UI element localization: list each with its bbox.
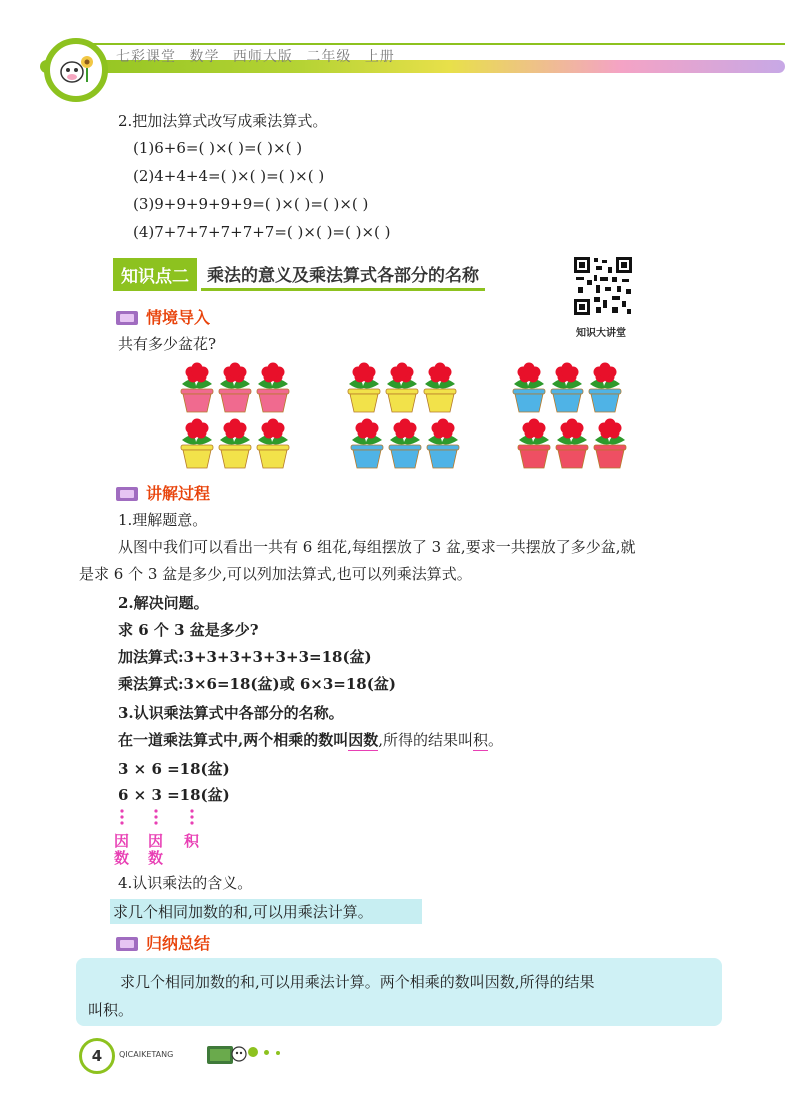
footer-dot	[276, 1051, 280, 1055]
flower-pot	[518, 419, 550, 469]
mascot-footer-icon	[205, 1040, 249, 1068]
term-product: 积	[473, 731, 489, 749]
flower-pot	[556, 419, 588, 469]
edition: 西师大版	[232, 49, 293, 65]
exercise-item: (4)7+7+7+7+7+7=( )×( )=( )×( )	[133, 223, 391, 241]
step-title: 1.理解题意。	[118, 511, 208, 529]
step-text: 求几个相同加数的和,可以用乘法计算。	[113, 903, 373, 921]
step-title: 3.认识乘法算式中各部分的名称。	[118, 704, 344, 722]
knowledge-point-header	[113, 258, 485, 288]
knowledge-point-title: 乘法的意义及乘法算式各部分的名称	[201, 258, 485, 291]
summary-heading-label: 归纳总结	[146, 934, 211, 953]
header-title	[116, 46, 403, 66]
step-text	[118, 730, 503, 750]
flower-pot	[513, 363, 545, 413]
knowledge-point-tag: 知识点二	[113, 258, 197, 291]
flower-pot	[257, 363, 289, 413]
intro-heading	[116, 305, 210, 328]
flower-pot	[219, 419, 251, 469]
summary-heading	[116, 931, 210, 954]
mascot-logo	[44, 38, 108, 102]
summary-text: 求几个相同加数的和,可以用乘法计算。两个相乘的数叫因数,所得的结果	[120, 973, 595, 991]
label-product: 积	[184, 832, 200, 850]
qr-label: 知识大讲堂	[576, 328, 626, 339]
flower-pot	[594, 419, 626, 469]
exercise-title: 2.把加法算式改写成乘法算式。	[118, 112, 328, 130]
folder-icon	[116, 937, 138, 951]
folder-icon	[116, 487, 138, 501]
text-segment: 在一道乘法算式中,两个相乘的数叫	[118, 731, 349, 749]
series-name: 七彩课堂	[116, 49, 176, 65]
equation-example: 3 × 6 =18(盆)	[118, 760, 230, 778]
multiplication-equation: 乘法算式:3×6=18(盆)或 6×3=18(盆)	[118, 675, 396, 693]
flower-pot	[181, 363, 213, 413]
flower-pots-illustration	[170, 356, 630, 476]
intro-question: 共有多少盆花?	[118, 335, 217, 353]
exercise-item: (1)6+6=( )×( )=( )×( )	[133, 139, 303, 157]
footer-brand: QICAIKETANG	[119, 1050, 174, 1059]
qr-code-icon[interactable]	[572, 255, 634, 317]
label-factor: 数	[114, 849, 130, 867]
intro-heading-label: 情境导入	[146, 308, 211, 327]
equation-example: 6 × 3 =18(盆)	[118, 786, 230, 804]
grade: 二年级	[306, 49, 352, 65]
label-factor: 因	[148, 832, 164, 850]
flower-pot	[257, 419, 289, 469]
step-question: 求 6 个 3 盆是多少?	[118, 621, 259, 639]
page-number: 4	[79, 1038, 115, 1074]
flower-pot	[181, 419, 213, 469]
flower-pot	[424, 363, 456, 413]
part-connectors	[115, 807, 205, 833]
explanation-heading-label: 讲解过程	[146, 484, 211, 503]
text-segment: ,所得的结果叫	[378, 731, 474, 749]
flower-pot	[551, 363, 583, 413]
term-factor: 因数	[348, 731, 379, 749]
step-title	[118, 873, 252, 893]
step-text: 从图中我们可以看出一共有 6 组花,每组摆放了 3 盆,要求一共摆放了多少盆,就	[118, 538, 636, 556]
footer-dot	[264, 1050, 269, 1055]
flower-pot	[219, 363, 251, 413]
addition-equation: 加法算式:3+3+3+3+3+3=18(盆)	[118, 648, 372, 666]
step-text: 是求 6 个 3 盆是多少,可以列加法算式,也可以列乘法算式。	[79, 565, 472, 583]
flower-pot	[348, 363, 380, 413]
volume: 上册	[364, 49, 395, 65]
step-title-text: 4.认识乘法的含义。	[118, 874, 253, 892]
label-factor: 数	[148, 849, 164, 867]
flower-pot	[389, 419, 421, 469]
subject: 数学	[189, 49, 220, 65]
flower-pot	[589, 363, 621, 413]
flower-pot	[427, 419, 459, 469]
folder-icon	[116, 311, 138, 325]
exercise-item: (3)9+9+9+9+9=( )×( )=( )×( )	[133, 195, 369, 213]
label-factor: 因	[114, 832, 130, 850]
summary-box	[76, 958, 722, 1026]
footer-dot	[248, 1047, 258, 1057]
flower-pot	[386, 363, 418, 413]
exercise-item: (2)4+4+4=( )×( )=( )×( )	[133, 167, 325, 185]
flower-pot	[351, 419, 383, 469]
text-segment: 。	[488, 731, 504, 749]
explanation-heading	[116, 481, 210, 504]
header-top-line	[88, 43, 785, 45]
summary-text: 叫积。	[88, 1001, 134, 1019]
step-title: 2.解决问题。	[118, 594, 209, 612]
cow-mascot-icon	[50, 44, 102, 96]
